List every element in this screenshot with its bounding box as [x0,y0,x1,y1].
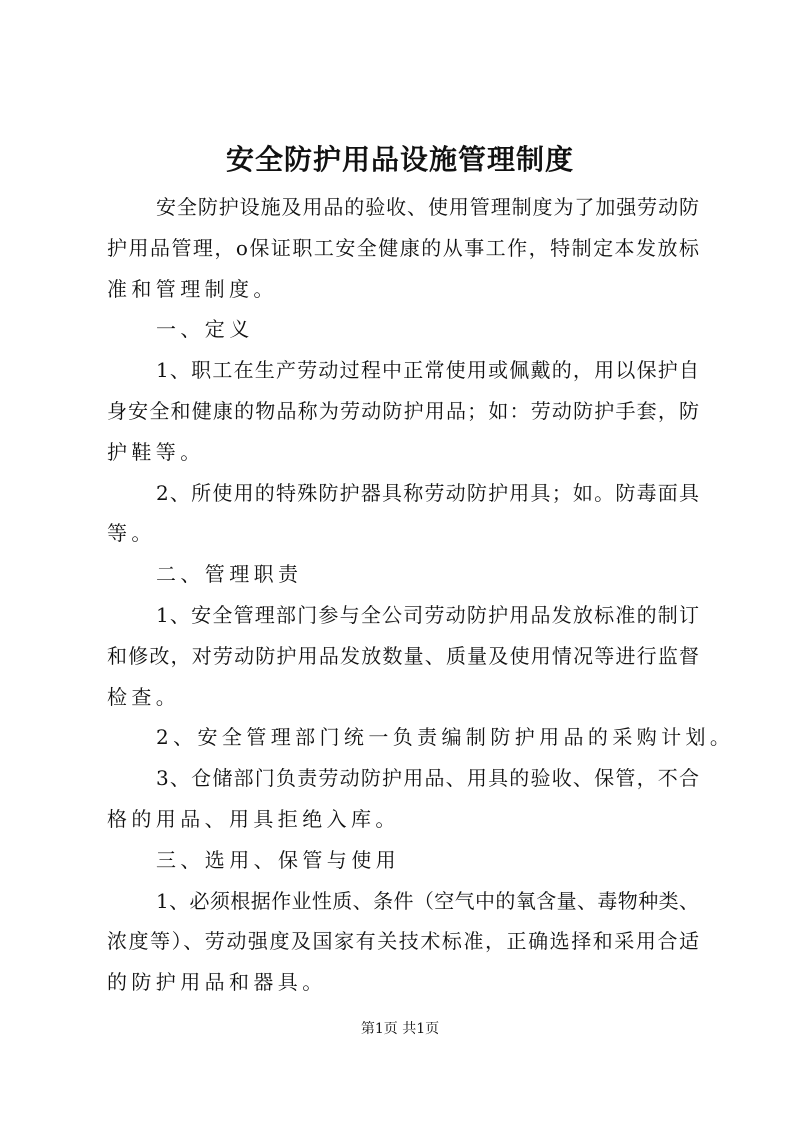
text-line: 护鞋等。 [107,439,205,464]
text-line: 1、必须根据作业性质、条件（空气中的氧含量、毒物种类、 [156,888,699,913]
text-line: 检查。 [107,684,181,709]
text-line: 一、定义 [156,317,254,342]
text-line: 的防护用品和器具。 [107,970,327,995]
text-line: 身安全和健康的物品称为劳动防护用品；如：劳动防护手套，防 [107,398,699,423]
text-line: 二、管理职责 [156,562,303,587]
text-line: 安全防护设施及用品的验收、使用管理制度为了加强劳动防 [156,195,699,219]
text-line: 浓度等）、劳动强度及国家有关技术标准，正确选择和采用合适 [107,929,699,954]
document-body [107,187,735,1003]
text-line: 2、安全管理部门统一负责编制防护用品的采购计划。 [156,725,735,750]
text-line: 和修改，对劳动防护用品发放数量、质量及使用情况等进行监督 [107,643,699,668]
document-title: 安全防护用品设施管理制度 [225,143,574,176]
text-line: 护用品管理，o保证职工安全健康的从事工作，特制定本发放标 [107,235,699,260]
text-line: 1、职工在生产劳动过程中正常使用或佩戴的，用以保护自 [156,358,699,383]
page-footer: 第1页 共1页 [360,1021,440,1037]
text-line: 三、选用、保管与使用 [156,847,400,872]
text-line: 1、安全管理部门参与全公司劳动防护用品发放标准的制订 [156,602,699,627]
text-line: 3、仓储部门负责劳动防护用品、用具的验收、保管，不合 [156,766,699,791]
text-line: 准和管理制度。 [107,276,278,301]
text-line: 格的用品、用具拒绝入库。 [107,806,400,831]
text-line: 2、所使用的特殊防护器具称劳动防护用具；如。防毒面具 [156,480,699,505]
text-line: 等。 [107,521,156,546]
